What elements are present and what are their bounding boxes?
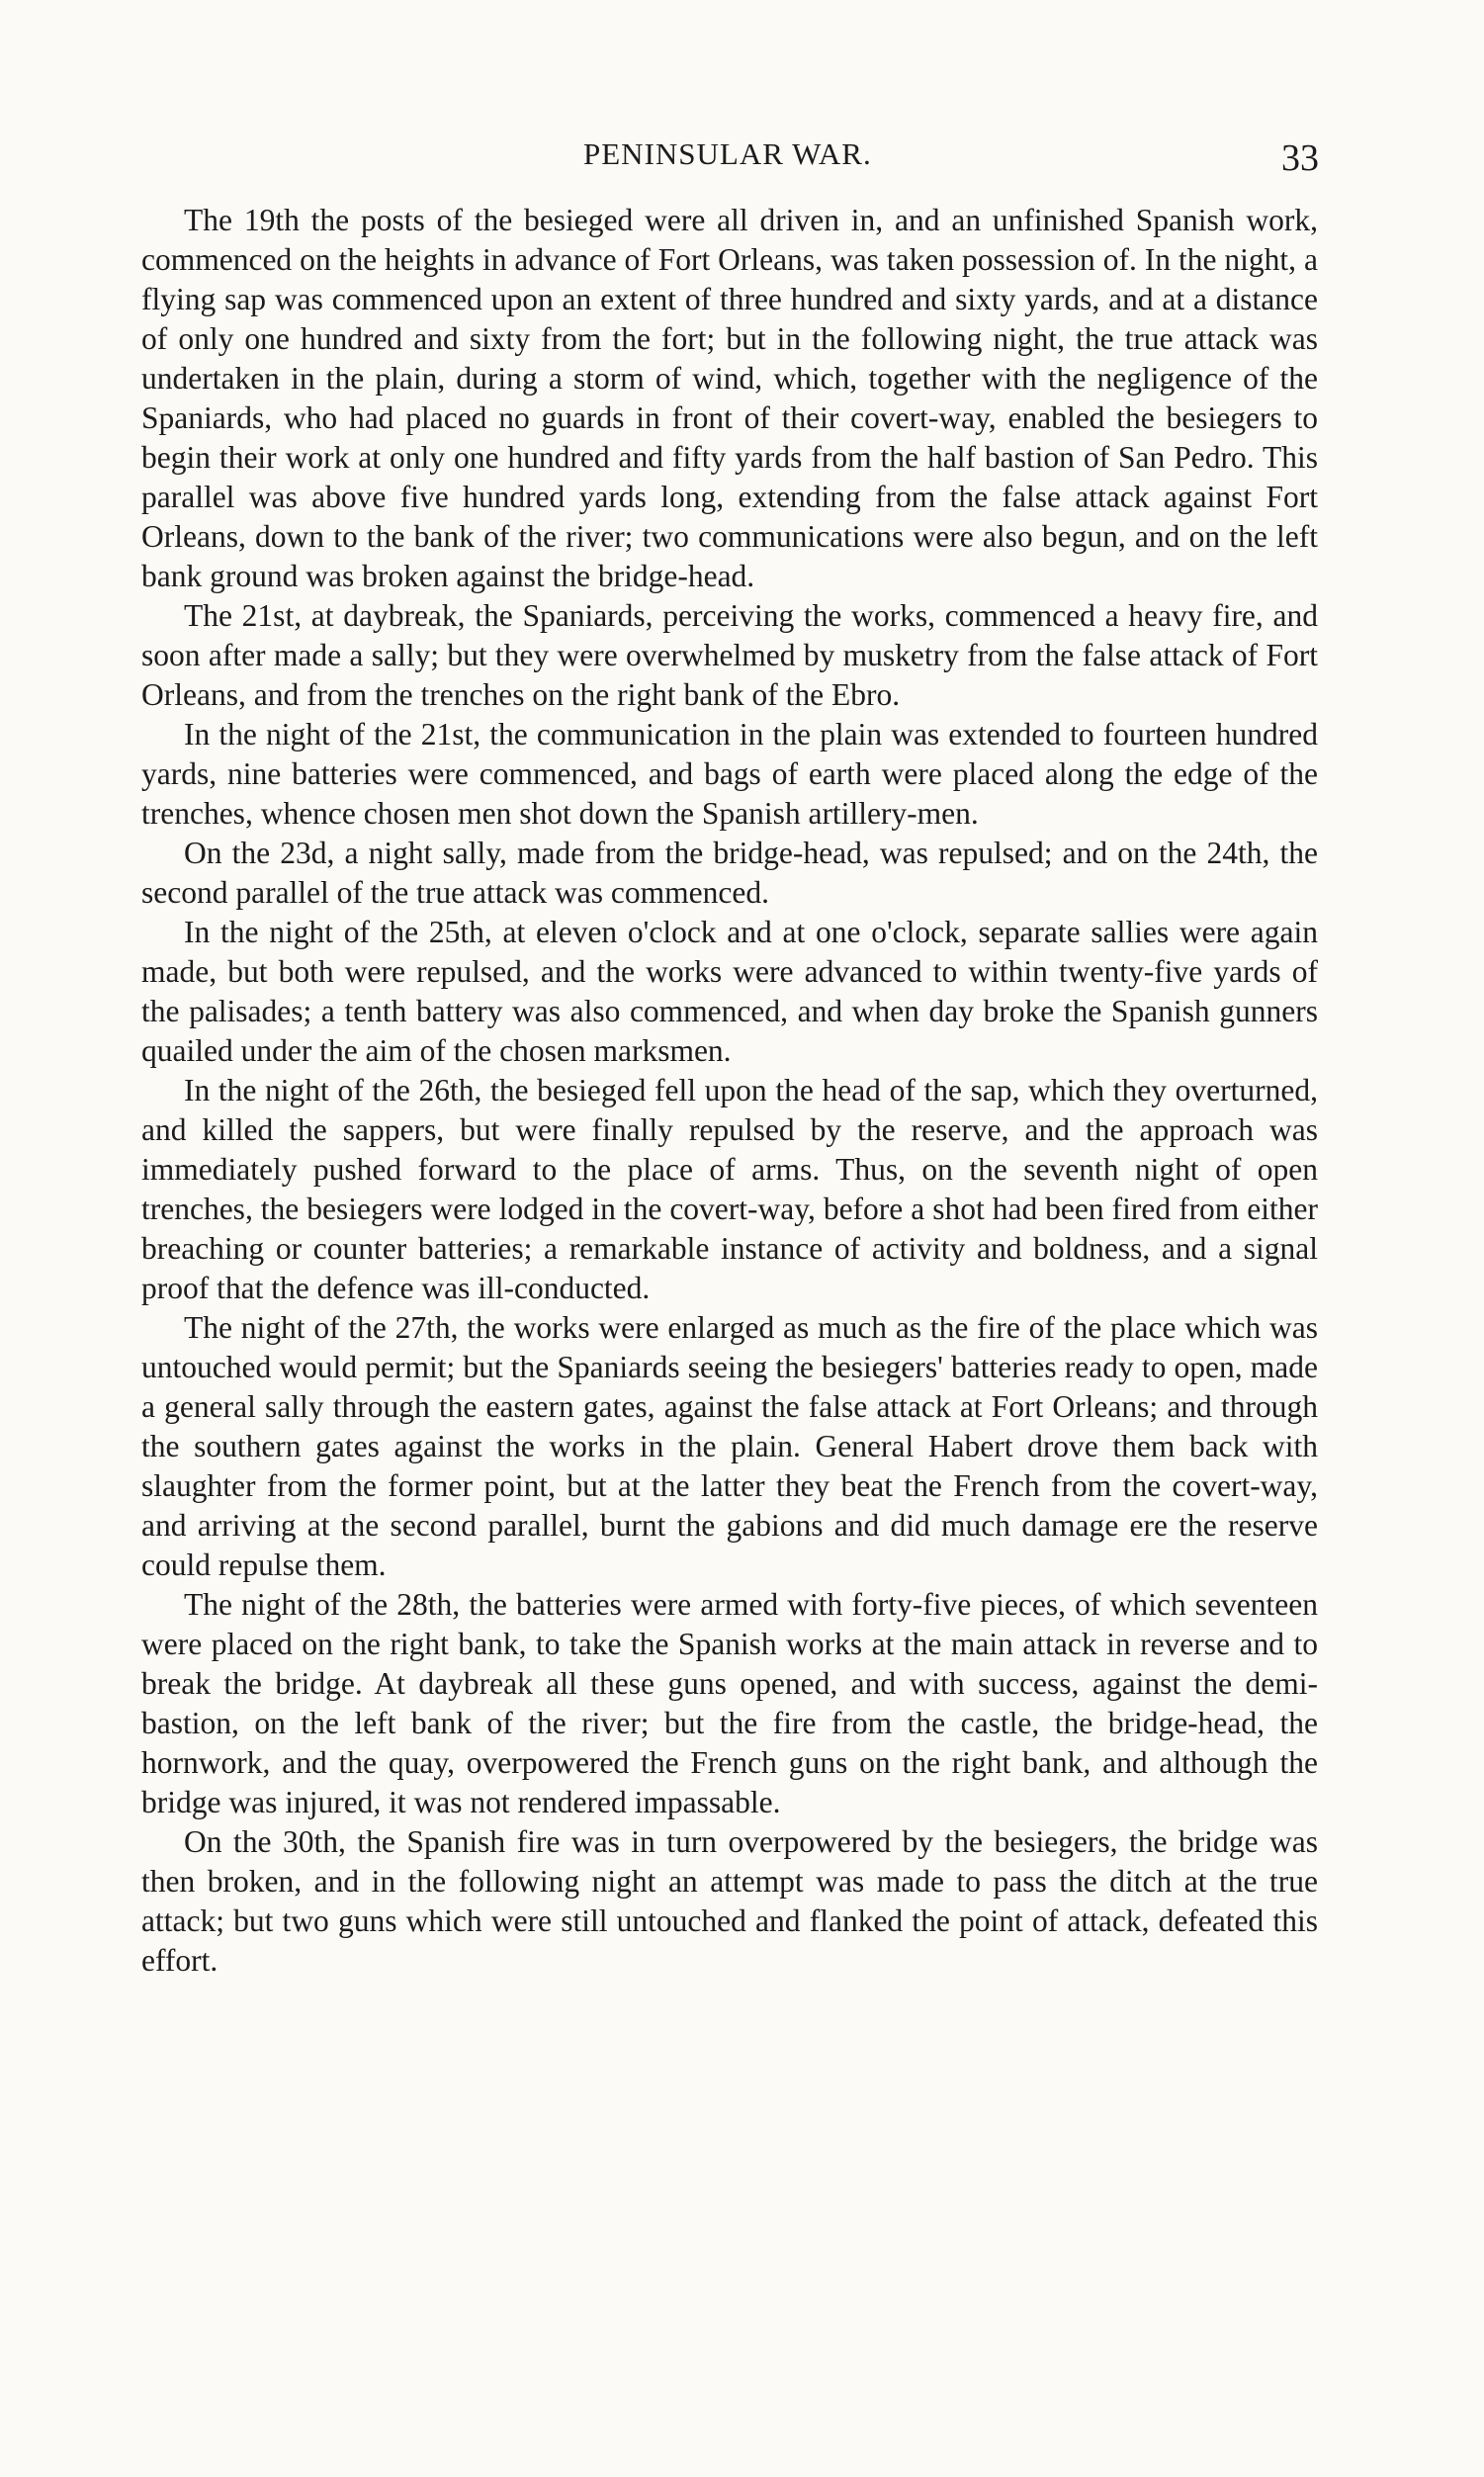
paragraph-30th: On the 30th, the Spanish fire was in turn overpowered by the besiegers, the bridge was then broken, and in the following night an attempt was made to pass the ditch at the true attack; but two guns which were still untouched and flanked the point of attack, defeated this effort. [141, 1824, 1318, 1978]
running-title: PENINSULAR WAR. [583, 136, 872, 171]
paragraph-19th: The 19th the posts of the besieged were all driven in, and an unfinished Spanish work, commenced on the heights in advance of Fort Orleans, was taken possession of. In the night, a flying sap was commenced upon an extent of three hundred and sixty yards, and at a distance of only one hundred and sixty from the fort; but in the following night, the true attack was undertaken in the plain, during a storm of wind, which, together with the negligence of the Spaniards, who had placed no guards in front of their covert-way, enabled the besiegers to begin their work at only one hundred and fifty yards from the half bastion of San Pedro. This parallel was above five hundred yards long, extending from the false attack against Fort Orleans, down to the bank of the river; two communications were also begun, and on the left bank ground was broken against the bridge-head. [141, 203, 1318, 593]
paragraph-26th: In the night of the 26th, the besieged fell upon the head of the sap, which they overturned, and killed the sappers, but were finally repulsed by the reserve, and the approach was immediately pushed forward to the place of arms. Thus, on the seventh night of open trenches, the besiegers were lodged in the covert-way, before a shot had been fired from either breaching or counter batteries; a remarkable instance of activity and boldness, and a signal proof that the defence was ill-conducted. [141, 1073, 1318, 1305]
paragraph-28th: The night of the 28th, the batteries were armed with forty-five pieces, of which seventeen were placed on the right bank, to take the Spanish works at the main attack in reverse and to break the bridge. At daybreak all these guns opened, and with success, against the demi-bastion, on the left bank of the river; but the fire from the castle, the bridge-head, the hornwork, and the quay, overpowered the French guns on the right bank, and although the bridge was injured, it was not rendered impassable. [141, 1587, 1318, 1819]
paragraph-25th: In the night of the 25th, at eleven o'clock and at one o'clock, separate sallies were again made, but both were repulsed, and the works were advanced to within twenty-five yards of the palisades; a tenth battery was also commenced, and when day broke the Spanish gunners quailed under the aim of the chosen marksmen. [141, 915, 1318, 1068]
paragraph-27th: The night of the 27th, the works were enlarged as much as the fire of the place which was untouched would permit; but the Spaniards seeing the besiegers' batteries ready to open, made a general sally through the eastern gates, against the false attack at Fort Orleans; and through the southern gates against the works in the plain. General Habert drove them back with slaughter from the former point, but at the latter they beat the French from the covert-way, and arriving at the second parallel, burnt the gabions and did much damage ere the reserve could repulse them. [141, 1310, 1318, 1582]
paragraph-21st-night: In the night of the 21st, the communication in the plain was extended to fourteen hundred yards, nine batteries were commenced, and bags of earth were placed along the edge of the trenches, whence chosen men shot down the Spanish artillery-men. [141, 717, 1318, 831]
paragraph-23d: On the 23d, a night sally, made from the bridge-head, was repulsed; and on the 24th, the second parallel of the true attack was commenced. [141, 836, 1318, 910]
page-number: 33 [1281, 137, 1319, 179]
running-head [0, 134, 1484, 179]
paragraph-21st-daybreak: The 21st, at daybreak, the Spaniards, perceiving the works, commenced a heavy fire, and soon after made a sally; but they were overwhelmed by musketry from the false attack of Fort Orleans, and from the trenches on the right bank of the Ebro. [141, 598, 1318, 712]
body-text [141, 201, 1318, 1981]
